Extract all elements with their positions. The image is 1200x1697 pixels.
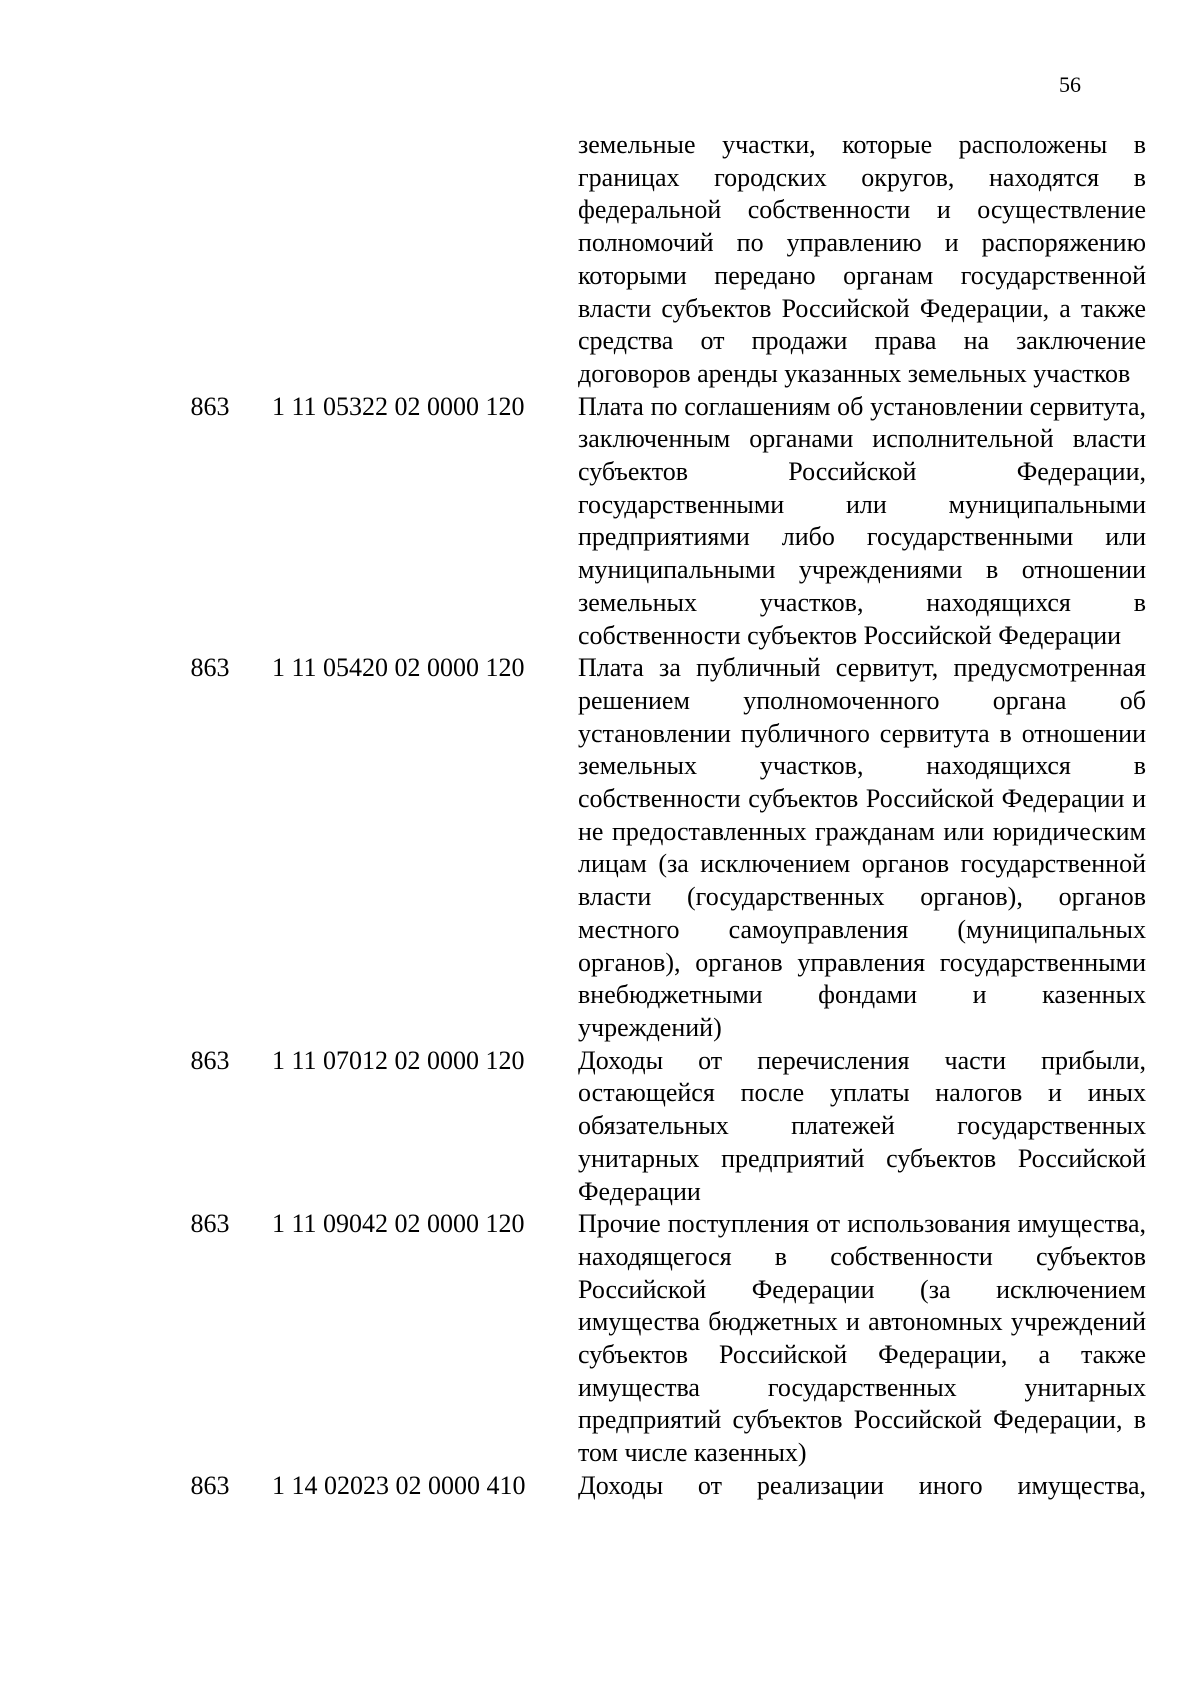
income-code: 1 11 07012 02 0000 120 — [272, 1045, 525, 1075]
admin-code: 863 — [190, 391, 230, 421]
admin-code: 863 — [190, 1470, 230, 1500]
table-row — [0, 1208, 1200, 1470]
income-code: 1 11 05420 02 0000 120 — [272, 653, 525, 683]
row-description: Доходы от реализации иного имущества, — [578, 1470, 1146, 1500]
row-description: Доходы от перечисления части прибыли, остающейся после уплаты налогов и иных обязательных платежей государственных унитарных предприятий субъектов Российской Федерации — [578, 1045, 1146, 1206]
table-row — [0, 1470, 1200, 1503]
income-code: 1 11 09042 02 0000 120 — [272, 1209, 525, 1239]
income-code: 1 14 02023 02 0000 410 — [272, 1470, 526, 1500]
admin-code: 863 — [190, 1045, 230, 1075]
table-row — [0, 1045, 1200, 1209]
income-code: 1 11 05322 02 0000 120 — [272, 391, 525, 421]
row-description: Прочие поступления от использования имущества, находящегося в собственности субъектов Российской Федерации (за исключением имущества бюджетных и автономных учреждений субъектов Российской Федерации, а также имущества государственных унитарных предприятий субъектов Российской Федерации, в том числе казенных) — [578, 1209, 1146, 1468]
table-row — [0, 652, 1200, 1044]
admin-code: 863 — [190, 1209, 230, 1239]
row-description: Плата за публичный сервитут, предусмотренная решением уполномоченного органа об установлении публичного сервитута в отношении земельных участков, находящихся в собственности субъектов Российской Федерации и не предоставленных гражданам или юридическим лицам (за исключением органов государственной власти (государственных органов), органов местного самоуправления (муниципальных органов), органов управления государственными внебюджетными фондами и казенных учреждений) — [578, 653, 1146, 1042]
table-row-continuation — [0, 129, 1200, 391]
admin-code: 863 — [190, 653, 230, 683]
page-number: 56 — [1059, 72, 1081, 97]
row-description: земельные участки, которые расположены в границах городских округов, находятся в федеральной собственности и осуществление полномочий по управлению и распоряжению которыми передано органам государственной власти субъектов Российской Федерации, а также средства от продажи права на заключение договоров аренды указанных земельных участков — [578, 130, 1146, 388]
income-codes-table — [0, 129, 1200, 1503]
row-description: Плата по соглашениям об установлении сервитута, заключенным органами исполнительной власти субъектов Российской Федерации, государственными или муниципальными предприятиями либо государственными или муниципальными учреждениями в отношении земельных участков, находящихся в собственности субъектов Российской Федерации — [578, 391, 1146, 650]
table-row — [0, 391, 1200, 653]
